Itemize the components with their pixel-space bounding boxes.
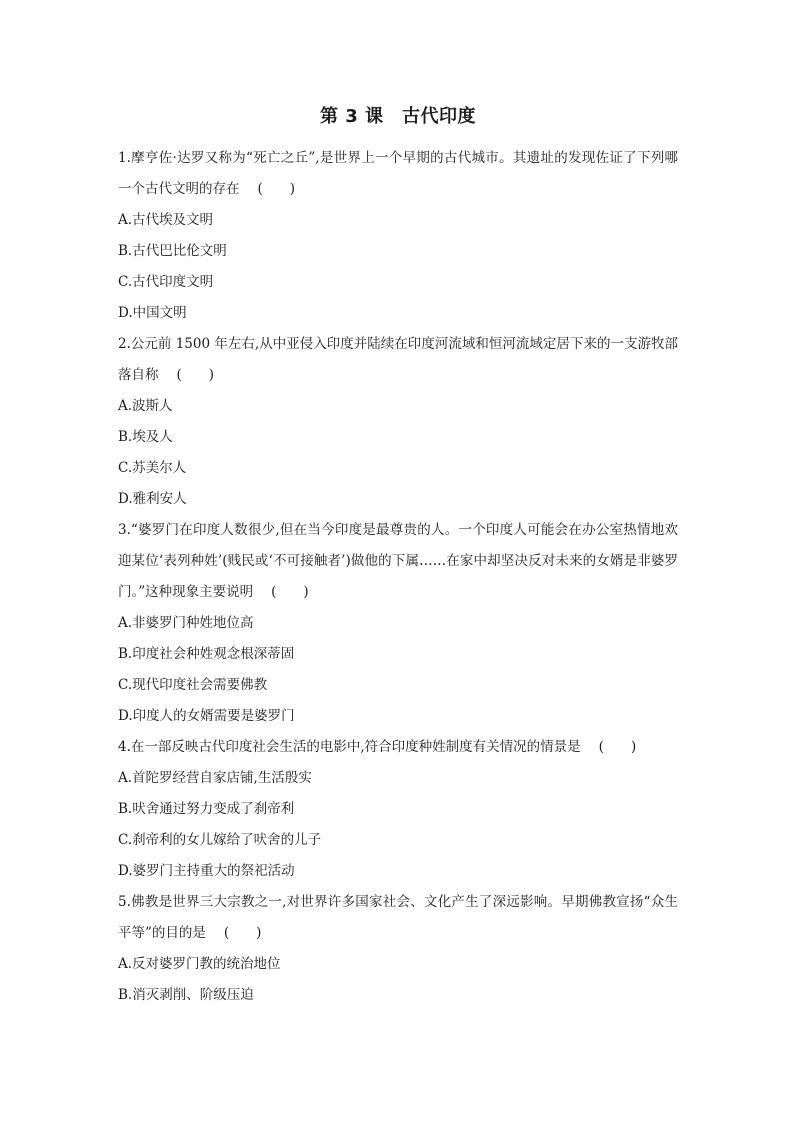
question-1 [118, 143, 678, 329]
worksheet-page [118, 104, 678, 1011]
page-title: 第 3 课 古代印度 [319, 106, 477, 127]
option-b: B.消灭剥削、阶级压迫 [118, 987, 254, 1003]
answer-blank: ( ) [257, 181, 296, 197]
option-c: C.苏美尔人 [118, 460, 187, 476]
question-2-stem [118, 329, 678, 391]
question-4 [118, 732, 678, 887]
option-b: B.埃及人 [118, 429, 173, 445]
answer-blank: ( ) [176, 367, 215, 383]
option-d: D.婆罗门主持重大的祭祀活动 [118, 863, 295, 879]
question-1-stem [118, 143, 678, 205]
option-b: B.印度社会种姓观念根深蒂固 [118, 646, 295, 662]
question-stem-text: 1.摩亨佐·达罗又称为“死亡之丘”,是世界上一个早期的古代城市。其遗址的发现佐证了下列哪一个古代文明的存在 [118, 150, 678, 197]
option-b: B.吠舍通过努力变成了刹帝利 [118, 801, 295, 817]
option-d: D.印度人的女婿需要是婆罗门 [118, 708, 295, 724]
question-stem-text: 4.在一部反映古代印度社会生活的电影中,符合印度种姓制度有关情况的情景是 [118, 739, 581, 755]
question-3 [118, 515, 678, 732]
option-a: A.波斯人 [118, 398, 173, 414]
question-3-stem [118, 515, 678, 608]
option-d: D.雅利安人 [118, 491, 187, 507]
question-2 [118, 329, 678, 515]
question-4-stem [118, 732, 678, 763]
option-c: C.刹帝利的女儿嫁给了吠舍的儿子 [118, 832, 322, 848]
option-a: A.反对婆罗门教的统治地位 [118, 956, 281, 972]
option-d: D.中国文明 [118, 305, 187, 321]
option-a: A.首陀罗经营自家店铺,生活殷实 [118, 770, 312, 786]
option-b: B.古代巴比伦文明 [118, 243, 227, 259]
answer-blank: ( ) [598, 739, 637, 755]
question-stem-text: 2.公元前 1500 年左右,从中亚侵入印度并陆续在印度河流域和恒河流域定居下来的一支游牧部落自称 [118, 336, 678, 383]
option-a: A.古代埃及文明 [118, 212, 214, 228]
option-a: A.非婆罗门种姓地位高 [118, 615, 254, 631]
question-5 [118, 887, 678, 1011]
option-c: C.古代印度文明 [118, 274, 214, 290]
answer-blank: ( ) [223, 925, 262, 941]
option-c: C.现代印度社会需要佛教 [118, 677, 268, 693]
question-5-stem [118, 887, 678, 949]
question-stem-text: 5.佛教是世界三大宗教之一,对世界许多国家社会、文化产生了深远影响。早期佛教宣扬“众生平等”的目的是 [118, 894, 678, 941]
question-stem-text: 3.“婆罗门在印度人数很少,但在当今印度是最尊贵的人。一个印度人可能会在办公室热情地欢迎某位‘表列种姓’(贱民或‘不可接触者’)做他的下属……在家中却坚决反对未来的女婿是非婆罗门。”这种现象主要说明 [118, 522, 678, 600]
answer-blank: ( ) [271, 584, 309, 600]
